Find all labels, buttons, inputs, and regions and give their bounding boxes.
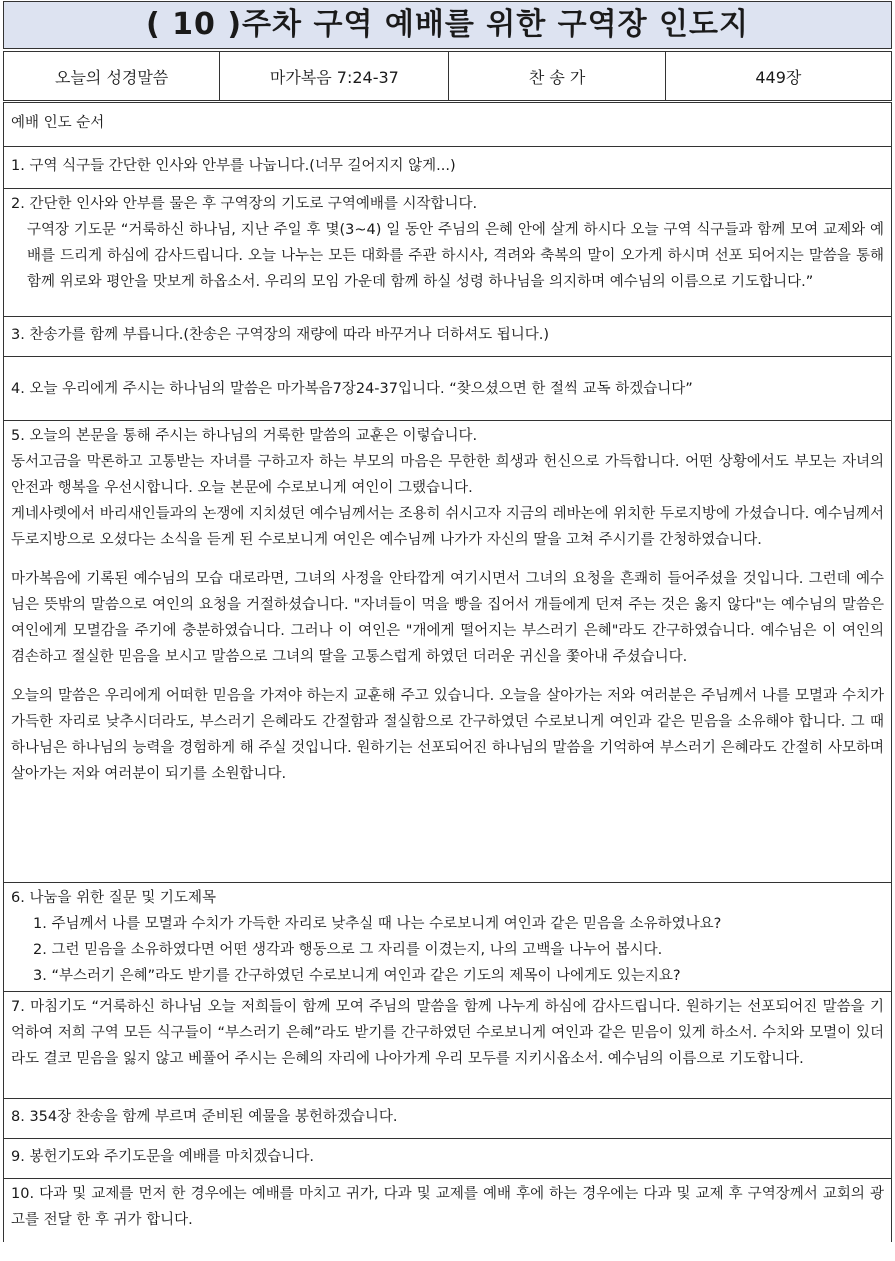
step-9-lords-prayer: 9. 봉헌기도와 주기도문을 예배를 마치겠습니다. xyxy=(3,1139,892,1179)
step-4-text: 4. 오늘 우리에게 주시는 하나님의 말씀은 마가복음7장24-37입니다. “찾으셨으면 한 절씩 교독 하겠습니다” xyxy=(11,381,693,397)
hymn-number: 449장 xyxy=(755,67,802,87)
hymn-label: 찬 송 가 xyxy=(449,52,665,100)
scripture-reference: 마가복음 7:24-37 xyxy=(220,52,449,100)
question-item: 1. 주님께서 나를 모멸과 수치가 가득한 자리로 낮추실 때 나는 수로보니게 여인과 같은 믿음을 소유하였나요? xyxy=(33,916,722,932)
step-6-line: 6. 나눔을 위한 질문 및 기도제목 xyxy=(11,890,216,906)
sermon-paragraph-3: 마가복음에 기록된 예수님의 모습 대로라면, 그녀의 사정을 안타깝게 여기시면서 그녀의 요청을 흔쾌히 들어주셨을 것입니다. 그런데 예수님은 뜻밖의 말씀으로 여인의 요청을 거절하셨습니다. "자녀들이 먹을 빵을 집어서 개들에게 던져 주는 것은 옳지 않다"는 예수님의 말씀은 여인에게 모멸감을 주기에 충분하였습니다. 그러나 이 여인은 "개에게 떨어지는 부스러기 은혜"라도 간구하였습니다. 예수님은 이 여인의 겸손하고 절실한 믿음을 보시고 말씀으로 그녀의 딸을 고통스럽게 하였던 더러운 귀신을 쫓아내 주셨습니다. xyxy=(11,571,884,665)
step-5-line: 5. 오늘의 본문을 통해 주시는 하나님의 거룩한 말씀의 교훈은 이렇습니다. xyxy=(11,428,478,444)
sermon-paragraph-2: 게네사렛에서 바리새인들과의 논쟁에 지치셨던 예수님께서는 조용히 쉬시고자 지금의 레바논에 위치한 두로지방에 가셨습니다. 예수님께서 두로지방으로 오셨다는 소식을 듣게 된 수로보니게 여인은 예수님께 나가가 자신의 딸을 고쳐 주시기를 간청하였습니다. xyxy=(11,506,884,548)
step-2-opening-prayer xyxy=(3,189,892,317)
step-5-sermon xyxy=(3,421,892,883)
step-8-offering: 8. 354장 찬송을 함께 부르며 준비된 예물을 봉헌하겠습니다. xyxy=(3,1099,892,1139)
step-7-closing-prayer: 7. 마침기도 “거룩하신 하나님 오늘 저희들이 함께 모여 주님의 말씀을 함께 나누게 하심에 감사드립니다. 원하기는 선포되어진 말씀을 기억하여 저희 구역 모든 식구들이 “부스러기 은혜”라도 받기를 간구하였던 수로보니게 여인과 같은 믿음이 있게 하소서. 수치와 모멸이 있더라도 결코 믿음을 잃지 않고 베풀어 주시는 은혜의 자리에 나아가게 우리 모두를 지키시옵소서. 예수님의 이름으로 기도합니다. xyxy=(3,992,892,1099)
scripture-hymn-row xyxy=(3,51,892,101)
step-6-sharing-questions xyxy=(3,883,892,992)
step-2-prayer-text: 구역장 기도문 “거룩하신 하나님, 지난 주일 후 몇(3~4) 일 동안 주님의 은혜 안에 살게 하시다 오늘 구역 식구들과 함께 모여 교제와 예배를 드리게 하심에 감사드립니다. 오늘 나누는 모든 대화를 주관 하시사, 격려와 축복의 말이 오가게 하시며 선포 되어지는 말씀을 통해 함께 위로와 평안을 맛보게 하옵소서. 우리의 모임 가운데 함께 하실 성령 하나님을 의지하며 예수님의 이름으로 기도합니다.” xyxy=(27,222,884,290)
question-item: 3. “부스러기 은혜”라도 받기를 간구하였던 수로보니게 여인과 같은 기도의 제목이 나에게도 있는지요? xyxy=(33,968,681,984)
step-10-fellowship: 10. 다과 및 교제를 먼저 한 경우에는 예배를 마치고 귀가, 다과 및 교제를 예배 후에 하는 경우에는 다과 및 교제 후 구역장께서 교회의 광고를 전달 한 후 귀가 합니다. xyxy=(3,1179,892,1242)
worship-guide-sheet xyxy=(3,1,892,1242)
step-3-hymn: 3. 찬송가를 함께 부릅니다.(찬송은 구역장의 재량에 따라 바꾸거나 더하셔도 됩니다.) xyxy=(3,317,892,357)
question-item: 2. 그런 믿음을 소유하였다면 어떤 생각과 행동으로 그 자리를 이겼는지, 나의 고백을 나누어 봅시다. xyxy=(33,942,663,958)
page-title: ( 10 )주차 구역 예배를 위한 구역장 인도지 xyxy=(3,1,892,49)
sermon-paragraph-4: 오늘의 말씀은 우리에게 어떠한 믿음을 가져야 하는지 교훈해 주고 있습니다. 오늘을 살아가는 저와 여러분은 주님께서 나를 모멸과 수치가 가득한 자리로 낮추시더라도, 부스러기 은혜라도 간절함과 절실함으로 간구하였던 수로보니게 여인과 같은 믿음을 소유해야 합니다. 그 때 하나님은 하나님의 능력을 경험하게 해 주실 것입니다. 원하기는 선포되어진 하나님의 말씀을 기억하여 부스러기 은혜라도 간절히 사모하며 살아가는 저와 여러분이 되기를 소원합니다. xyxy=(11,688,884,782)
question-list xyxy=(11,911,884,989)
sermon-paragraph-1: 동서고금을 막론하고 고통받는 자녀를 구하고자 하는 부모의 마음은 무한한 희생과 헌신으로 가득합니다. 어떤 상황에서도 부모는 자녀의 안전과 행복을 우선시합니다. 오늘 본문에 수로보니게 여인이 그랬습니다. xyxy=(11,454,884,496)
order-heading: 예배 인도 순서 xyxy=(3,102,892,147)
step-2-line: 2. 간단한 인사와 안부를 물은 후 구역장의 기도로 구역예배를 시작합니다. xyxy=(11,196,478,212)
step-4-scripture-reading xyxy=(3,357,892,421)
scripture-label: 오늘의 성경말씀 xyxy=(4,52,220,100)
step-1-greeting: 1. 구역 식구들 간단한 인사와 안부를 나눕니다.(너무 길어지지 않게...) xyxy=(3,147,892,189)
